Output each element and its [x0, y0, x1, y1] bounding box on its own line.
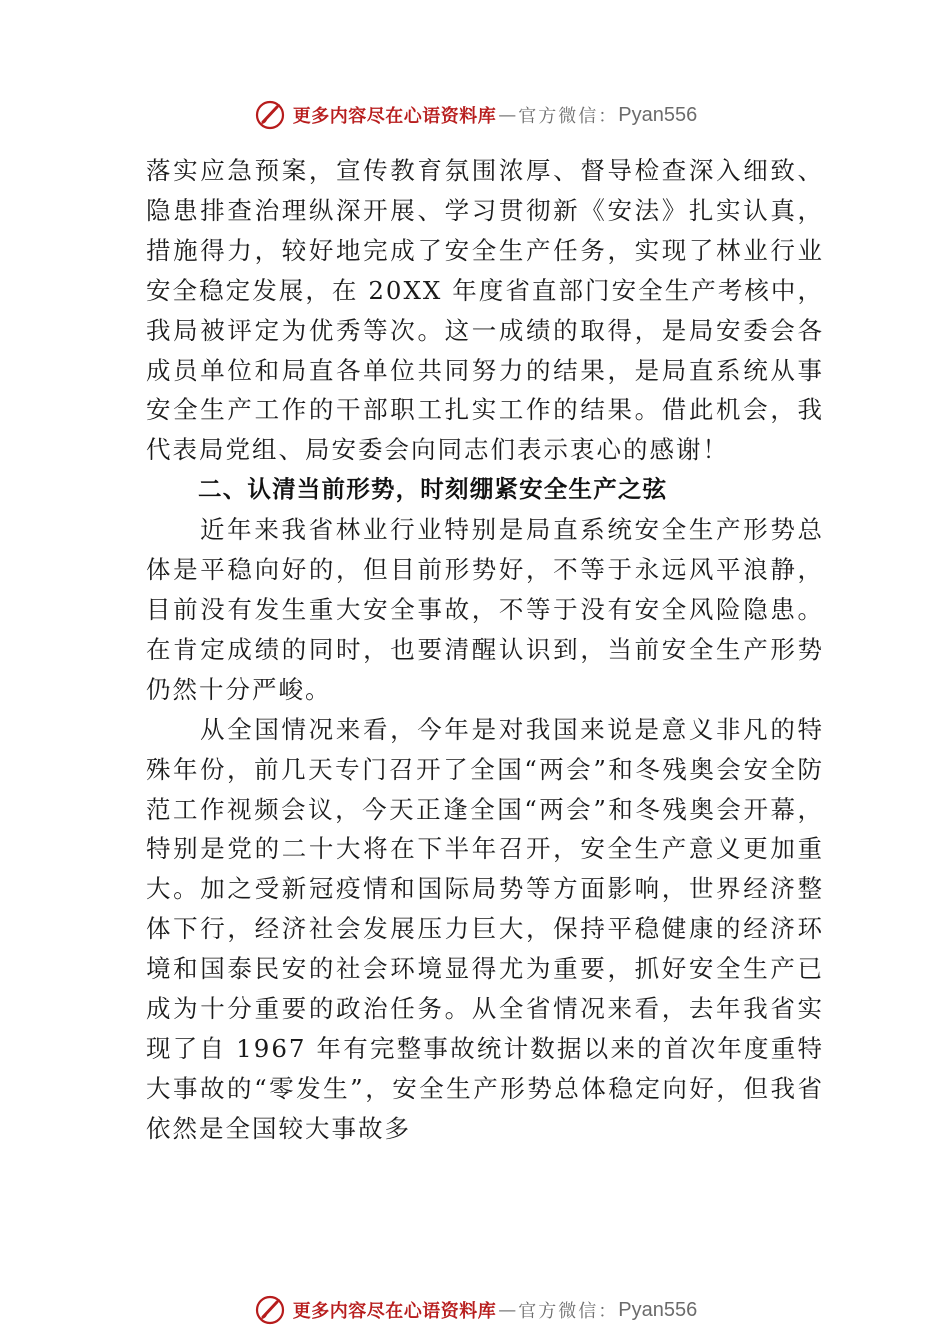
- document-body: [146, 151, 824, 1149]
- banner-wechat-id: Pyan556: [618, 103, 698, 126]
- header-banner: [0, 95, 950, 135]
- banner-brand-text: 更多内容尽在心语资料库: [292, 106, 497, 127]
- banner-brand-text: 更多内容尽在心语资料库: [292, 1301, 497, 1322]
- banner-dash: —: [498, 104, 517, 126]
- section-heading: 二、认清当前形势，时刻绷紧安全生产之弦: [198, 475, 668, 504]
- brush-logo-icon: [253, 98, 287, 132]
- paragraph-continued: 落实应急预案，宣传教育氛围浓厚、督导检查深入细致、隐患排查治理纵深开展、学习贯彻新《安法》扎实认真，措施得力，较好地完成了安全生产任务，实现了林业行业安全稳定发展，在 20XX 年度省直部门安全生产考核中，我局被评定为优秀等次。这一成绩的取得，是局安委会各成员单位和局直各单位共同努力的结果，是局直系统从事安全生产工作的干部职工扎实工作的结果。借此机会，我代表局党组、局安委会向同志们表示衷心的感谢！: [146, 156, 824, 465]
- banner-wechat-label: 官方微信：: [518, 1301, 619, 1322]
- brush-logo-icon: [253, 1293, 287, 1327]
- paragraph-situation: 近年来我省林业行业特别是局直系统安全生产形势总体是平稳向好的，但目前形势好，不等于永远风平浪静，目前没有发生重大安全事故，不等于没有安全风险隐患。在肯定成绩的同时，也要清醒认识到，当前安全生产形势仍然十分严峻。: [146, 515, 824, 704]
- banner-wechat-label: 官方微信：: [518, 106, 619, 127]
- paragraph-national: 从全国情况来看，今年是对我国来说是意义非凡的特殊年份，前几天专门召开了全国“两会”和冬残奥会安全防范工作视频会议，今天正逢全国“两会”和冬残奥会开幕，特别是党的二十大将在下半年召开，安全生产意义更加重大。加之受新冠疫情和国际局势等方面影响，世界经济整体下行，经济社会发展压力巨大，保持平稳健康的经济环境和国泰民安的社会环境显得尤为重要，抓好安全生产已成为十分重要的政治任务。从全省情况来看，去年我省实现了自 1967 年有完整事故统计数据以来的首次年度重特大事故的“零发生”，安全生产形势总体稳定向好，但我省依然是全国较大事故多: [146, 714, 824, 1143]
- banner-wechat-id: Pyan556: [618, 1298, 698, 1321]
- footer-banner: [0, 1290, 950, 1330]
- banner-dash: —: [498, 1299, 517, 1321]
